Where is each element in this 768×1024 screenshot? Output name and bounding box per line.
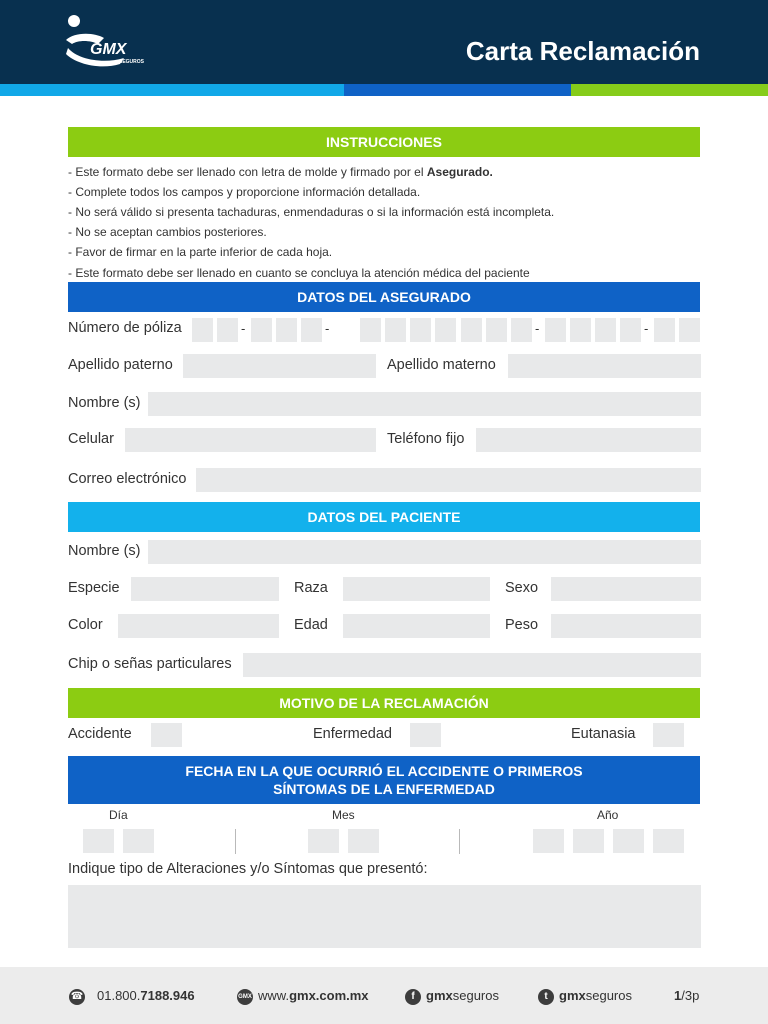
correo-label: Correo electrónico <box>68 471 187 487</box>
telefono-fijo-field[interactable] <box>476 428 701 452</box>
page-title: Carta Reclamación <box>465 36 700 66</box>
peso-field[interactable] <box>551 614 701 638</box>
mes-label: Mes <box>332 808 355 822</box>
instruction-line: - No se aceptan cambios posteriores. <box>68 225 267 239</box>
policy-digit-box[interactable] <box>435 318 456 342</box>
edad-field[interactable] <box>343 614 490 638</box>
accidente-checkbox[interactable] <box>151 723 182 747</box>
section-header-asegurado: DATOS DEL ASEGURADO <box>68 282 700 312</box>
policy-digit-box[interactable] <box>545 318 566 342</box>
footer-twitter[interactable]: gmxseguros <box>559 988 632 1003</box>
anio-digit-1[interactable] <box>533 829 564 853</box>
apellido-paterno-label: Apellido paterno <box>68 357 173 373</box>
mes-digit-2[interactable] <box>348 829 379 853</box>
date-divider <box>235 829 236 854</box>
instruction-line: - Este formato debe ser llenado con letra de molde y firmado por el Asegurado. <box>68 165 493 179</box>
instruction-line: - Este formato debe ser llenado en cuanto se concluya la atención médica del paciente <box>68 266 530 280</box>
color-field[interactable] <box>118 614 279 638</box>
policy-digit-box[interactable] <box>410 318 431 342</box>
fecha-title-line1: FECHA EN LA QUE OCURRIÓ EL ACCIDENTE O PRIMEROS <box>185 762 583 779</box>
apellido-materno-label: Apellido materno <box>387 357 496 373</box>
eutanasia-label: Eutanasia <box>571 726 636 742</box>
nombre-paciente-field[interactable] <box>148 540 701 564</box>
color-label: Color <box>68 617 103 633</box>
footer-bar <box>0 967 768 1024</box>
nombre-asegurado-label: Nombre (s) <box>68 395 141 411</box>
policy-separator: - <box>325 321 330 336</box>
accidente-label: Accidente <box>68 726 132 742</box>
sexo-label: Sexo <box>505 580 539 596</box>
telefono-fijo-label: Teléfono fijo <box>387 431 465 447</box>
anio-digit-3[interactable] <box>613 829 644 853</box>
raza-label: Raza <box>294 580 328 596</box>
policy-digit-box[interactable] <box>620 318 641 342</box>
section-header-paciente: DATOS DEL PACIENTE <box>68 502 700 532</box>
policy-separator: - <box>241 321 246 336</box>
section-header-fecha <box>68 756 700 804</box>
enfermedad-label: Enfermedad <box>313 726 392 742</box>
policy-digit-box[interactable] <box>461 318 482 342</box>
policy-digit-box[interactable] <box>654 318 675 342</box>
footer-facebook[interactable]: gmxseguros <box>426 988 499 1003</box>
edad-label: Edad <box>294 617 328 633</box>
fecha-title-line2: SÍNTOMAS DE LA ENFERMEDAD <box>273 781 495 797</box>
dia-digit-2[interactable] <box>123 829 154 853</box>
celular-field[interactable] <box>125 428 376 452</box>
policy-digit-box[interactable] <box>276 318 297 342</box>
footer-website[interactable]: www.gmx.com.mx <box>258 988 369 1003</box>
policy-digit-box[interactable] <box>595 318 616 342</box>
gmx-logo-icon <box>64 14 156 70</box>
section-header-motivo: MOTIVO DE LA RECLAMACIÓN <box>68 688 700 718</box>
policy-digit-box[interactable] <box>385 318 406 342</box>
phone-icon: ☎ <box>69 989 85 1005</box>
policy-digit-box[interactable] <box>486 318 507 342</box>
mes-digit-1[interactable] <box>308 829 339 853</box>
anio-digit-2[interactable] <box>573 829 604 853</box>
dia-digit-1[interactable] <box>83 829 114 853</box>
policy-separator: - <box>535 321 540 336</box>
chip-label: Chip o señas particulares <box>68 656 232 672</box>
especie-label: Especie <box>68 580 120 596</box>
policy-number-label: Número de póliza <box>68 320 182 336</box>
apellido-materno-field[interactable] <box>508 354 701 378</box>
policy-digit-box[interactable] <box>679 318 700 342</box>
chip-field[interactable] <box>243 653 701 677</box>
instruction-line: - Favor de firmar en la parte inferior de cada hoja. <box>68 245 333 259</box>
policy-digit-box[interactable] <box>192 318 213 342</box>
nombre-paciente-label: Nombre (s) <box>68 543 141 559</box>
policy-digit-box[interactable] <box>301 318 322 342</box>
enfermedad-checkbox[interactable] <box>410 723 441 747</box>
peso-label: Peso <box>505 617 539 633</box>
svg-text:GMX: GMX <box>90 41 127 58</box>
eutanasia-checkbox[interactable] <box>653 723 684 747</box>
policy-digit-box[interactable] <box>511 318 532 342</box>
header-bar <box>0 0 768 84</box>
policy-digit-box[interactable] <box>360 318 381 342</box>
sintomas-label: Indique tipo de Alteraciones y/o Síntomas que presentó: <box>68 861 428 877</box>
apellido-paterno-field[interactable] <box>183 354 376 378</box>
color-stripe-blue <box>344 84 571 96</box>
facebook-icon: f <box>405 989 421 1005</box>
globe-icon: GMX <box>237 989 253 1005</box>
correo-field[interactable] <box>196 468 701 492</box>
svg-text:SEGUROS: SEGUROS <box>119 59 145 65</box>
color-stripe-green <box>571 84 768 96</box>
celular-label: Celular <box>68 431 114 447</box>
especie-field[interactable] <box>131 577 279 601</box>
twitter-icon: t <box>538 989 554 1005</box>
policy-digit-box[interactable] <box>251 318 272 342</box>
color-stripe-cyan <box>0 84 344 96</box>
anio-label: Año <box>597 808 619 822</box>
policy-separator: - <box>644 321 649 336</box>
instruction-line: - Complete todos los campos y proporcione información detallada. <box>68 185 421 199</box>
nombre-asegurado-field[interactable] <box>148 392 701 416</box>
footer-phone: 01.800.7188.946 <box>97 988 195 1003</box>
page-number: 1/3p <box>674 988 700 1003</box>
instruction-line: - No será válido si presenta tachaduras, enmendaduras o si la información está incompleta. <box>68 205 555 219</box>
dia-label: Día <box>109 808 128 822</box>
date-divider <box>459 829 460 854</box>
raza-field[interactable] <box>343 577 490 601</box>
anio-digit-4[interactable] <box>653 829 684 853</box>
policy-digit-box[interactable] <box>570 318 591 342</box>
section-header-instrucciones: INSTRUCCIONES <box>68 127 700 157</box>
policy-digit-box[interactable] <box>217 318 238 342</box>
sexo-field[interactable] <box>551 577 701 601</box>
sintomas-textarea[interactable] <box>68 885 701 948</box>
